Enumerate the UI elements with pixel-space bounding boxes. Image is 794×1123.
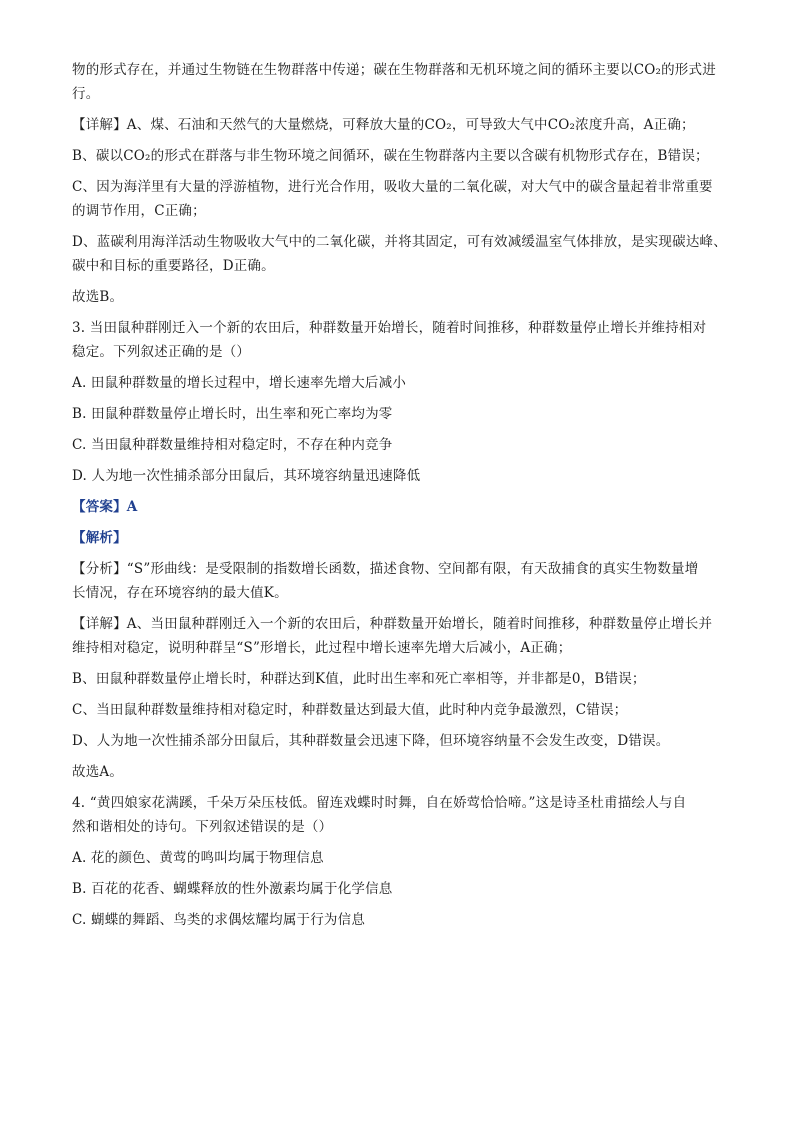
text-line: 3. 当田鼠种群刚迁入一个新的农田后，种群数量开始增长，随着时间推移，种群数量停止增长并维持相对: [72, 320, 707, 336]
text-line: 4. “黄四娘家花满蹊，千朵万朵压枝低。留连戏蝶时时舞，自在娇莺恰恰啼。”这是诗圣杜甫描绘人与自: [72, 795, 687, 811]
text-line: 稳定。下列叙述正确的是（）: [72, 344, 251, 360]
text-line: 碳中和目标的重要路径，D正确。: [72, 258, 275, 274]
text-line: 的调节作用，C正确；: [72, 203, 206, 219]
text-line: 【详解】A、当田鼠种群刚迁入一个新的农田后，种群数量开始增长，随着时间推移，种群数量停止增长并: [72, 616, 713, 632]
text-line: 维持相对稳定，说明种群呈“S”形增长，此过程中增长速率先增大后减小，A正确；: [72, 640, 572, 656]
text-line: A. 花的颜色、黄莺的鸣叫均属于物理信息: [72, 850, 324, 866]
text-line: 行。: [72, 86, 100, 102]
text-line: 然和谐相处的诗句。下列叙述错误的是（）: [72, 819, 333, 835]
text-line: D、人为地一次性捕杀部分田鼠后，其种群数量会迅速下降，但环境容纳量不会发生改变，D错误。: [72, 733, 670, 749]
text-line: A. 田鼠种群数量的增长过程中，增长速率先增大后减小: [72, 375, 407, 391]
document-page: [72, 60, 732, 941]
text-line: 【详解】A、煤、石油和天然气的大量燃烧，可释放大量的CO₂，可导致大气中CO₂浓度升高，A正确；: [72, 117, 695, 133]
text-line: 长情况，存在环境容纳的最大值K。: [72, 585, 288, 601]
text-line: 物的形式存在，并通过生物链在生物群落中传递；碳在生物群落和无机环境之间的循环主要以CO₂的形式进: [72, 62, 716, 78]
text-line: 故选B。: [72, 289, 124, 305]
section-tag-line: [72, 497, 732, 517]
section-tag-line: [72, 528, 732, 548]
text-line: B. 田鼠种群数量停止增长时，出生率和死亡率均为零: [72, 406, 393, 422]
text-line: B、碳以CO₂的形式在群落与非生物环境之间循环，碳在生物群落内主要以含碳有机物形式存在，B错误；: [72, 148, 709, 164]
text-line: C. 蝴蝶的舞蹈、鸟类的求偶炫耀均属于行为信息: [72, 912, 366, 928]
section-tag: 【解析】: [72, 530, 127, 546]
text-line: 【分析】“S”形曲线：是受限制的指数增长函数，描述食物、空间都有限，有天敌捕食的真实生物数量增: [72, 561, 699, 577]
text-line: D、蓝碳利用海洋活动生物吸收大气中的二氧化碳，并将其固定，可有效减缓温室气体排放，是实现碳达峰、: [72, 234, 727, 250]
text-line: C. 当田鼠种群数量维持相对稳定时，不存在种内竞争: [72, 437, 393, 453]
text-line: C、因为海洋里有大量的浮游植物，进行光合作用，吸收大量的二氧化碳，对大气中的碳含量起着非常重要: [72, 179, 713, 195]
text-line: D. 人为地一次性捕杀部分田鼠后，其环境容纳量迅速降低: [72, 468, 421, 484]
text-line: B. 百花的花香、蝴蝶释放的性外激素均属于化学信息: [72, 881, 393, 897]
text-line: 故选A。: [72, 764, 124, 780]
text-line: C、当田鼠种群数量维持相对稳定时，种群数量达到最大值，此时种内竞争最激烈，C错误；: [72, 702, 628, 718]
section-tag: 【答案】A: [72, 499, 138, 515]
text-line: B、田鼠种群数量停止增长时，种群达到K值，此时出生率和死亡率相等，并非都是0，B错误；: [72, 671, 646, 687]
